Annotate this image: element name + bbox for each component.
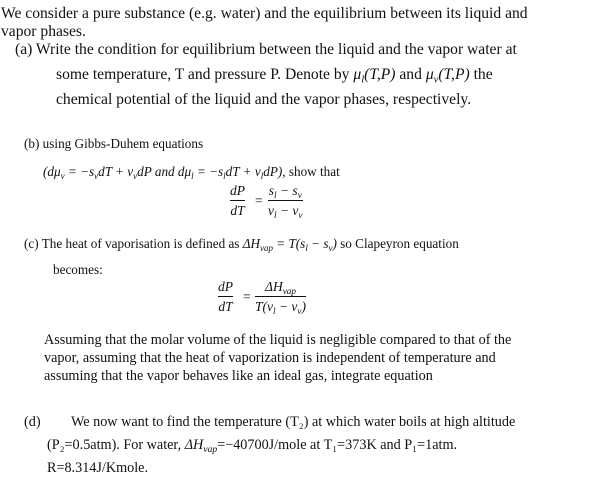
mu-liquid-symbol: $\mu_l(T,P)$ <box>353 66 396 86</box>
part-b-dt: dT <box>230 202 245 218</box>
part-d-line-2: (P₂=0.5atm). For water, $\Delta H_{vap}=-40700J$/mole at T₁=373K and P₁=1atm. <box>47 437 458 456</box>
part-d-delta-h-vap: $\Delta H_{vap}$ <box>184 437 218 456</box>
part-a-line-2 <box>56 66 493 86</box>
part-c-clapeyron-fraction <box>255 279 306 316</box>
assumption-line-2: vapor, assuming that the heat of vaporization is independent of temperature and <box>44 350 496 366</box>
assumption-line-1: Assuming that the molar volume of the liquid is negligible compared to that of the <box>44 332 512 348</box>
heat-of-vaporisation-definition: $\Delta H_{vap} = T(s_l - s_v)$ <box>242 236 337 253</box>
part-b-equals: = <box>255 193 263 208</box>
part-a-line-1: (a) Write the condition for equilibrium between the liquid and the vapor water at <box>15 41 517 58</box>
part-b-dp: dP <box>230 183 245 198</box>
part-d-label: (d) <box>24 414 41 430</box>
part-c-dpdt-fraction <box>218 280 233 313</box>
assumption-line-3: assuming that the vapor behaves like an ideal gas, integrate equation <box>44 368 433 384</box>
part-b-dpdt-fraction <box>230 184 245 217</box>
part-b-heading: (b) using Gibbs-Duhem equations <box>24 136 204 151</box>
part-d-line-3: R=8.314J/Kmole. <box>47 460 149 476</box>
part-c-equals: = <box>243 289 251 304</box>
part-a-line-2-text: some temperature, T and pressure P. Denote by <box>56 66 350 83</box>
part-d-line-1: We now want to find the temperature (T₂) at which water boils at high altitude <box>71 414 516 430</box>
part-b-entropy-volume-fraction <box>268 183 303 220</box>
part-c-dp: dP <box>218 279 233 294</box>
part-c-line-1: (c) The heat of vaporisation is defined as $\Delta H_{vap} = T(s_l - s_v)$ so Clapeyron equation <box>24 236 459 253</box>
show-that-text: , show that <box>282 164 340 179</box>
part-a-line-3: chemical potential of the liquid and the vapor phases, respectively. <box>56 91 472 108</box>
part-b-volume-difference: $v_l - v_v$ <box>268 202 303 220</box>
part-c-dt: dT <box>218 298 233 314</box>
part-b-entropy-difference: $s_l - s_v$ <box>268 183 302 200</box>
mu-vapor-symbol: $\mu_v(T,P)$ <box>425 66 470 86</box>
gibbs-duhem-equations: ($d\mu_v = -s_vdT + v_vdP$ and $d\mu_l = -s_ldT + v_ldP$), show that <box>43 164 340 181</box>
intro-line-2: vapor phases. <box>1 23 86 40</box>
part-c-becomes: becomes: <box>53 262 103 277</box>
and-word: and <box>399 66 422 83</box>
part-c-t-volume-difference: $T(v_l - v_v)$ <box>255 298 306 316</box>
part-c-delta-h-vap: $\Delta H_{vap}$ <box>265 279 296 296</box>
intro-line-1: We consider a pure substance (e.g. water) and the equilibrium between its liquid and <box>1 5 528 22</box>
the-word: the <box>473 66 493 83</box>
